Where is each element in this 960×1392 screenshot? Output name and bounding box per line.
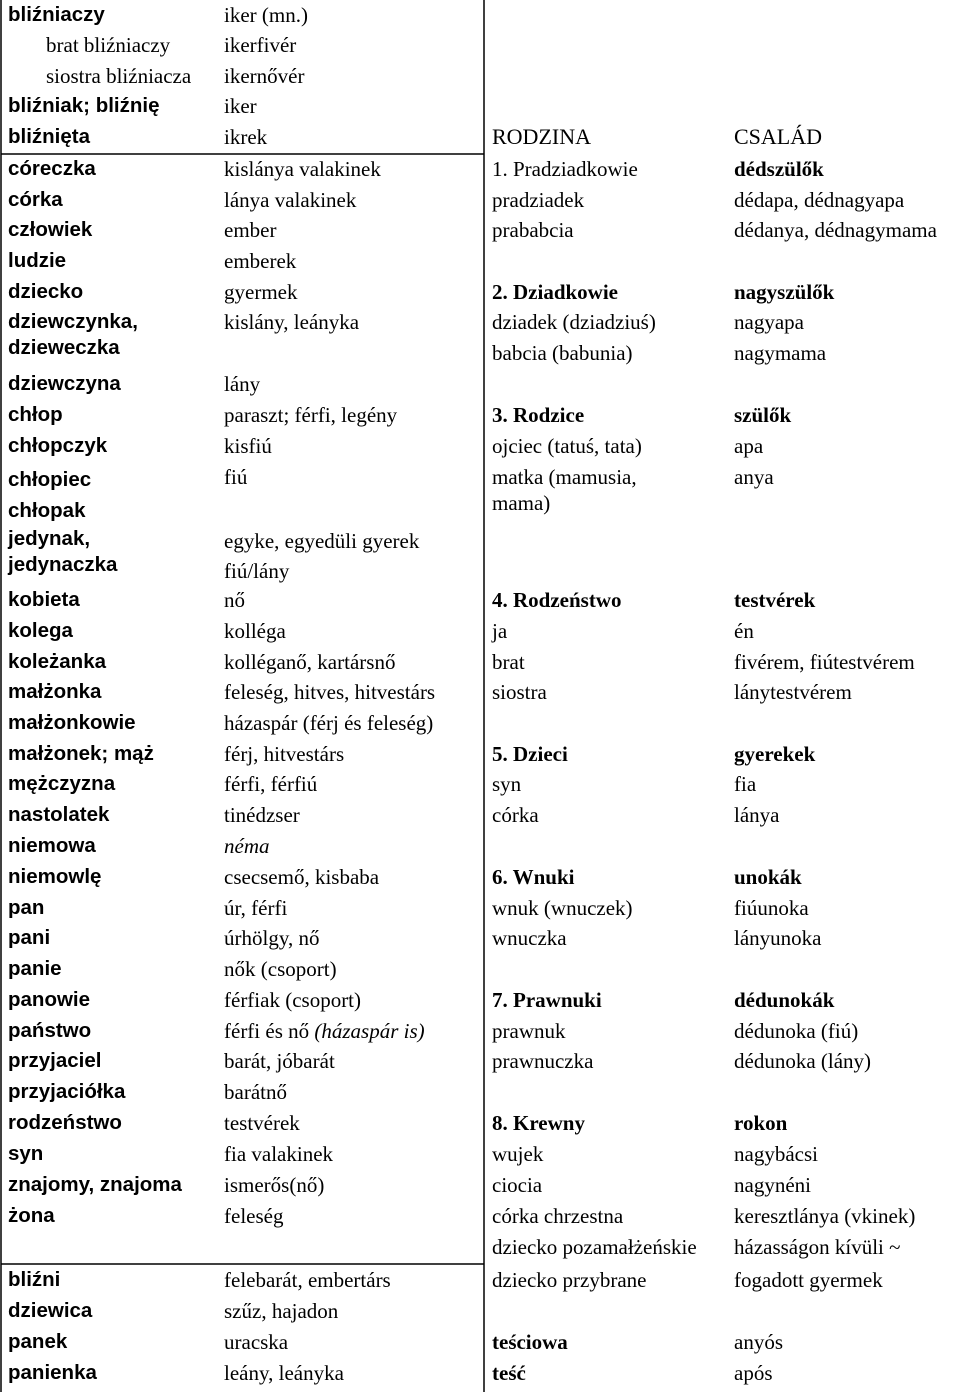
family-polish: siostra <box>492 680 547 704</box>
vocab-row <box>0 1048 960 1078</box>
family-section-hungarian: nagyszülők <box>734 280 835 304</box>
hungarian-term: ikerfivér <box>224 33 297 57</box>
polish-term: niemowlę <box>8 865 102 888</box>
family-hungarian: nagynéni <box>734 1173 811 1197</box>
polish-term: córeczka <box>8 157 96 180</box>
hungarian-term: ismerős(nő) <box>224 1173 325 1197</box>
family-hungarian: dédunoka (lány) <box>734 1049 872 1073</box>
polish-term: przyjaciel <box>8 1049 102 1072</box>
polish-term: dziewica <box>8 1299 93 1322</box>
family-section-hungarian: dédszülők <box>734 157 824 181</box>
hungarian-term: úrhölgy, nő <box>224 926 320 950</box>
vocab-row <box>0 217 960 247</box>
polish-term: panek <box>8 1330 68 1353</box>
polish-term: panienka <box>8 1361 97 1384</box>
hungarian-term: iker <box>224 94 257 118</box>
family-hungarian: após <box>734 1361 773 1385</box>
family-polish: dziecko pozamałżeńskie <box>492 1235 697 1259</box>
vocab-row <box>0 402 960 432</box>
polish-term: panie <box>8 957 62 980</box>
polish-term: córka <box>8 188 63 211</box>
family-polish: wnuczka <box>492 926 567 950</box>
polish-term: bliźnięta <box>8 125 91 148</box>
polish-term: bliźniak; bliźnię <box>8 94 160 117</box>
polish-term: ludzie <box>8 249 67 272</box>
vocab-row <box>0 63 960 93</box>
polish-term: siostra bliźniacza <box>46 64 192 88</box>
polish-term: małżonkowie <box>8 711 136 734</box>
family-hungarian: anyós <box>734 1330 783 1354</box>
vocab-row <box>0 93 960 123</box>
vocab-row <box>0 679 960 709</box>
polish-term: syn <box>8 1142 44 1165</box>
vocab-row <box>0 802 960 832</box>
polish-term: koleżanka <box>8 650 106 673</box>
vocab-row <box>0 710 960 740</box>
family-hungarian: keresztlánya (vkinek) <box>734 1204 916 1228</box>
family-section-hungarian: testvérek <box>734 588 816 612</box>
hungarian-term: kisfiú <box>224 434 272 458</box>
family-hungarian: fivérem, fiútestvérem <box>734 650 915 674</box>
family-polish: prawnuk <box>492 1019 566 1043</box>
family-polish: teściowa <box>492 1330 568 1354</box>
hungarian-term: fia valakinek <box>224 1142 334 1166</box>
hungarian-term: nő <box>224 588 245 612</box>
hungarian-term: fiú <box>224 465 248 489</box>
family-polish: brat <box>492 650 525 674</box>
polish-term: znajomy, znajoma <box>8 1173 182 1196</box>
family-hungarian: fia <box>734 772 757 796</box>
family-polish: córka <box>492 803 539 827</box>
hungarian-term: ikernővér <box>224 64 305 88</box>
vocab-row <box>0 649 960 679</box>
family-hungarian: apa <box>734 434 764 458</box>
vocab-row <box>0 895 960 925</box>
hungarian-term: tinédzser <box>224 803 300 827</box>
vocab-row <box>0 1079 960 1109</box>
polish-term: pan <box>8 896 45 919</box>
hungarian-term: feleség <box>224 1204 284 1228</box>
polish-term: kolega <box>8 619 73 642</box>
polish-term: kobieta <box>8 588 80 611</box>
polish-term: dziecko <box>8 280 84 303</box>
vocab-row <box>0 956 960 986</box>
family-polish: prababcia <box>492 218 574 242</box>
hungarian-term: úr, férfi <box>224 896 288 920</box>
polish-term: chłopiec chłopak <box>8 468 92 522</box>
polish-term: niemowa <box>8 834 96 857</box>
vocab-row <box>0 864 960 894</box>
polish-term: pani <box>8 926 51 949</box>
family-polish: dziadek (dziadziuś) <box>492 310 656 334</box>
polish-term: brat bliźniaczy <box>46 33 171 57</box>
vocab-row <box>0 1329 960 1359</box>
family-section-hungarian: rokon <box>734 1111 788 1135</box>
family-polish: wujek <box>492 1142 544 1166</box>
polish-term: chłopczyk <box>8 434 108 457</box>
family-polish: córka chrzestna <box>492 1204 624 1228</box>
vocab-row <box>0 32 960 62</box>
family-polish: wnuk (wnuczek) <box>492 896 633 920</box>
family-polish: ciocia <box>492 1173 543 1197</box>
hungarian-term: kolléga <box>224 619 286 643</box>
family-polish: matka (mamusia, mama) <box>492 465 637 515</box>
family-hungarian: nagybácsi <box>734 1142 818 1166</box>
vocab-row <box>0 248 960 278</box>
hungarian-term: férfiak (csoport) <box>224 988 362 1012</box>
family-hungarian: lánya <box>734 803 780 827</box>
polish-term: bliźni <box>8 1268 61 1291</box>
vocab-row <box>0 1267 960 1297</box>
hungarian-term: emberek <box>224 249 297 273</box>
vocab-row <box>0 1298 960 1328</box>
polish-term: żona <box>8 1204 55 1227</box>
polish-term: mężczyzna <box>8 772 116 795</box>
hungarian-term: kolléganő, kartársnő <box>224 650 396 674</box>
family-hungarian: nagyapa <box>734 310 804 334</box>
family-section-polish: 2. Dziadkowie <box>492 280 618 304</box>
polish-term: jedynak, jedynaczka <box>8 527 118 576</box>
family-section-polish: 3. Rodzice <box>492 403 585 427</box>
polish-term: przyjaciółka <box>8 1080 126 1103</box>
hungarian-term: nők (csoport) <box>224 957 337 981</box>
vocab-row <box>0 433 960 463</box>
family-section-hungarian: unokák <box>734 865 802 889</box>
family-section-hungarian: dédunokák <box>734 988 835 1012</box>
family-hungarian: lányunoka <box>734 926 822 950</box>
polish-term: bliźniaczy <box>8 3 105 26</box>
hungarian-term: leány, leányka <box>224 1361 344 1385</box>
vocab-row <box>0 618 960 648</box>
family-section-polish: 6. Wnuki <box>492 865 575 889</box>
family-section-hungarian: gyerekek <box>734 742 816 766</box>
family-polish: babcia (babunia) <box>492 341 633 365</box>
vocab-row <box>0 587 960 617</box>
vocab-row <box>0 279 960 309</box>
hungarian-term: paraszt; férfi, legény <box>224 403 398 427</box>
polish-term: człowiek <box>8 218 93 241</box>
hungarian-term: barátnő <box>224 1080 287 1104</box>
hungarian-term: ikrek <box>224 125 268 149</box>
vocab-row <box>0 1172 960 1202</box>
family-section-polish: 1. Pradziadkowie <box>492 157 638 181</box>
polish-term: małżonek; mąż <box>8 742 154 765</box>
vocab-row <box>0 925 960 955</box>
family-polish: teść <box>492 1361 526 1385</box>
hungarian-term: kislánya valakinek <box>224 157 381 181</box>
family-polish: syn <box>492 772 522 796</box>
family-hungarian: dédanya, dédnagymama <box>734 218 937 242</box>
hungarian-term: uracska <box>224 1330 289 1354</box>
family-section-polish: 7. Prawnuki <box>492 988 602 1012</box>
vocab-row <box>0 771 960 801</box>
family-section-polish: 8. Krewny <box>492 1111 585 1135</box>
family-polish: pradziadek <box>492 188 585 212</box>
family-header-hungarian: CSALÁD <box>734 124 823 149</box>
vocab-row <box>0 371 960 401</box>
family-polish: prawnuczka <box>492 1049 594 1073</box>
hungarian-term: lány <box>224 372 261 396</box>
family-hungarian: lánytestvérem <box>734 680 852 704</box>
vocab-row <box>0 1141 960 1171</box>
vocab-row <box>0 156 960 186</box>
vocab-row <box>0 1360 960 1390</box>
vocab-row <box>0 464 960 524</box>
family-hungarian: anya <box>734 465 774 489</box>
vocab-row <box>0 741 960 771</box>
family-polish: ojciec (tatuś, tata) <box>492 434 642 458</box>
hungarian-term-note: (házaspár is) <box>314 1019 425 1043</box>
family-hungarian: nagymama <box>734 341 827 365</box>
vocab-row <box>0 124 960 154</box>
family-header-polish: RODZINA <box>492 124 591 149</box>
polish-term: dziewczynka, dzieweczka <box>8 310 138 359</box>
vocab-row <box>0 987 960 1017</box>
hungarian-term: barát, jóbarát <box>224 1049 335 1073</box>
hungarian-term: feleség, hitves, hitvestárs <box>224 680 436 704</box>
family-polish: dziecko przybrane <box>492 1268 647 1292</box>
vocab-row <box>0 526 960 586</box>
vocab-row <box>0 2 960 32</box>
polish-term: małżonka <box>8 680 102 703</box>
family-section-polish: 5. Dzieci <box>492 742 568 766</box>
hungarian-term: testvérek <box>224 1111 300 1135</box>
family-hungarian: fiúunoka <box>734 896 809 920</box>
vocab-row <box>0 187 960 217</box>
vocab-row <box>0 1110 960 1140</box>
polish-term: nastolatek <box>8 803 110 826</box>
hungarian-term: házaspár (férj és feleség) <box>224 711 434 735</box>
family-section-hungarian: szülők <box>734 403 792 427</box>
family-polish: ja <box>492 619 508 643</box>
hungarian-term: felebarát, embertárs <box>224 1268 391 1292</box>
hungarian-term: férfi, férfiú <box>224 772 318 796</box>
hungarian-term: néma <box>224 834 270 858</box>
polish-term: rodzeństwo <box>8 1111 122 1134</box>
hungarian-term: gyermek <box>224 280 298 304</box>
polish-term: chłop <box>8 403 63 426</box>
hungarian-term: férj, hitvestárs <box>224 742 345 766</box>
hungarian-term: iker (mn.) <box>224 3 308 27</box>
family-hungarian: házasságon kívüli ~ <box>734 1235 901 1259</box>
polish-term: dziewczyna <box>8 372 121 395</box>
vocab-row <box>0 1018 960 1048</box>
hungarian-term: ember <box>224 218 277 242</box>
hungarian-term <box>224 1018 425 1044</box>
hungarian-term-main: férfi és nő <box>224 1019 310 1043</box>
hungarian-term: szűz, hajadon <box>224 1299 339 1323</box>
family-row <box>0 340 960 370</box>
family-hungarian: dédapa, dédnagyapa <box>734 188 905 212</box>
polish-term: panowie <box>8 988 91 1011</box>
hungarian-term: lánya valakinek <box>224 188 357 212</box>
family-section-polish: 4. Rodzeństwo <box>492 588 622 612</box>
polish-term: państwo <box>8 1019 92 1042</box>
family-row <box>0 1234 960 1264</box>
family-hungarian: fogadott gyermek <box>734 1268 883 1292</box>
hungarian-term: csecsemő, kisbaba <box>224 865 380 889</box>
vocab-row <box>0 1203 960 1233</box>
vocab-row <box>0 833 960 863</box>
family-hungarian: dédunoka (fiú) <box>734 1019 859 1043</box>
hungarian-term: kislány, leányka <box>224 310 360 334</box>
hungarian-term: egyke, egyedüli gyerek fiú/lány <box>224 529 420 583</box>
family-hungarian: én <box>734 619 754 643</box>
